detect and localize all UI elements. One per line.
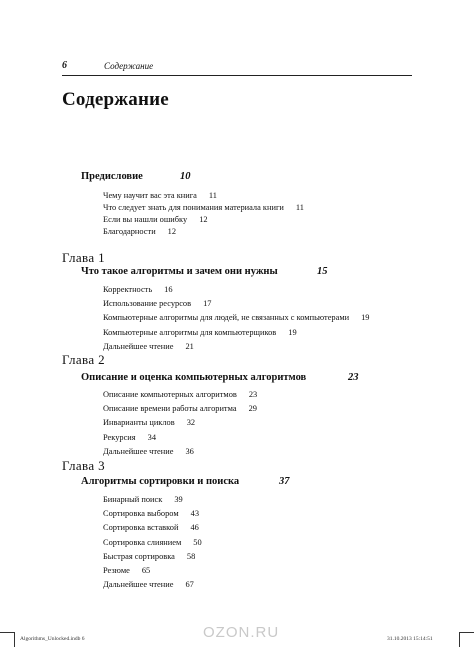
toc-entry-page: 65	[141, 566, 151, 575]
preface-title: Предисловие	[81, 171, 143, 182]
toc-entry-page: 16	[164, 285, 173, 294]
toc-entry-page: 12	[199, 215, 208, 224]
toc-entry-label: Бинарный поиск	[103, 495, 163, 504]
chapter-page: 37	[279, 476, 290, 487]
toc-entry-page: 58	[186, 551, 196, 561]
chapter-label: Глава 3	[62, 458, 106, 473]
toc-entry-page: 19	[361, 313, 370, 323]
toc-entry-page: 39	[174, 495, 183, 504]
page-title: Содержание	[62, 89, 169, 110]
toc-entry-label: Описание времени работы алгоритма	[103, 404, 237, 414]
chapter-title: Описание и оценка компьютерных алгоритмов	[81, 372, 307, 383]
crop-mark	[460, 632, 474, 633]
toc-entry	[103, 495, 183, 504]
page-number: 6	[62, 60, 67, 71]
toc-entry-label: Описание компьютерных алгоритмов	[103, 390, 237, 399]
toc-entry-label: Компьютерные алгоритмы для компьютерщиков	[103, 327, 277, 337]
toc-entry-label: Сортировка вставкой	[103, 523, 179, 533]
preface-page: 10	[180, 171, 191, 182]
toc-entry-label: Благодарности	[103, 227, 156, 236]
toc-entry	[103, 313, 369, 322]
chapter-page: 23	[348, 372, 359, 383]
toc-entry-label: Дальнейшее чтение	[103, 580, 174, 590]
toc-entry-label: Чему научит вас эта книга	[103, 191, 197, 200]
toc-entry	[103, 538, 202, 547]
toc-entry-page: 43	[190, 509, 199, 519]
footer-date: 31.10.2013 15:14:51	[387, 636, 433, 642]
toc-entry-label: Сортировка выбором	[103, 509, 179, 519]
toc-entry	[103, 418, 195, 427]
toc-entry	[103, 215, 208, 224]
toc-entry-page: 12	[167, 227, 177, 236]
toc-entry-label: Дальнейшее чтение	[103, 446, 174, 456]
footer-file: Algorithms_Unlocked.indb 6	[20, 636, 85, 642]
toc-entry-page: 11	[208, 191, 217, 200]
toc-entry-label: Дальнейшее чтение	[103, 341, 174, 351]
toc-entry-page: 32	[186, 418, 196, 428]
crop-mark	[459, 632, 460, 647]
toc-entry-page: 50	[193, 537, 202, 547]
toc-entry	[103, 191, 217, 200]
running-title: Содержание	[104, 61, 154, 71]
toc-entry-label: Использование ресурсов	[103, 299, 192, 309]
toc-entry-label: Корректность	[103, 285, 153, 294]
toc-entry-label: Быстрая сортировка	[103, 551, 175, 561]
chapter-label: Глава 1	[62, 250, 106, 265]
toc-entry-page: 23	[248, 390, 258, 399]
crop-mark	[14, 632, 15, 647]
toc-entry	[103, 566, 150, 575]
toc-entry	[103, 328, 297, 337]
toc-entry-label: Что следует знать для понимания материала книги	[103, 203, 284, 212]
toc-entry	[103, 299, 211, 308]
crop-mark	[0, 632, 14, 633]
toc-entry	[103, 433, 156, 442]
toc-entry-label: Резюме	[103, 566, 130, 575]
toc-entry-page: 29	[248, 404, 257, 414]
toc-entry	[103, 580, 194, 589]
chapter-title: Алгоритмы сортировки и поиска	[81, 476, 240, 487]
header-rule	[62, 75, 412, 76]
toc-entry-label: Если вы нашли ошибку	[103, 215, 188, 224]
toc-entry-label: Компьютерные алгоритмы для людей, не связанных с компьютерами	[103, 313, 350, 323]
toc-entry	[103, 227, 176, 236]
toc-entry	[103, 285, 173, 294]
toc-entry-page: 11	[295, 203, 304, 212]
toc-entry-page: 21	[185, 341, 194, 351]
toc-entry-page: 36	[185, 446, 194, 456]
chapter-label: Глава 2	[62, 352, 106, 367]
toc-entry-page: 17	[203, 299, 212, 309]
toc-entry	[103, 203, 304, 212]
toc-entry	[103, 447, 194, 456]
toc-entry	[103, 342, 194, 351]
chapter-title: Что такое алгоритмы и зачем они нужны	[81, 266, 278, 277]
toc-entry	[103, 523, 199, 532]
toc-entry	[103, 552, 195, 561]
toc-entry-page: 34	[147, 432, 157, 442]
watermark: OZON.RU	[203, 624, 280, 641]
toc-entry-label: Инварианты циклов	[103, 418, 175, 428]
toc-entry-label: Рекурсия	[103, 432, 136, 442]
toc-entry-page: 46	[190, 523, 199, 533]
toc-entry	[103, 404, 257, 413]
toc-entry-page: 67	[185, 580, 194, 590]
toc-entry	[103, 509, 199, 518]
toc-entry-page: 19	[288, 327, 297, 337]
toc-entry-label: Сортировка слиянием	[103, 537, 182, 547]
toc-entry	[103, 390, 257, 399]
chapter-page: 15	[317, 266, 328, 277]
